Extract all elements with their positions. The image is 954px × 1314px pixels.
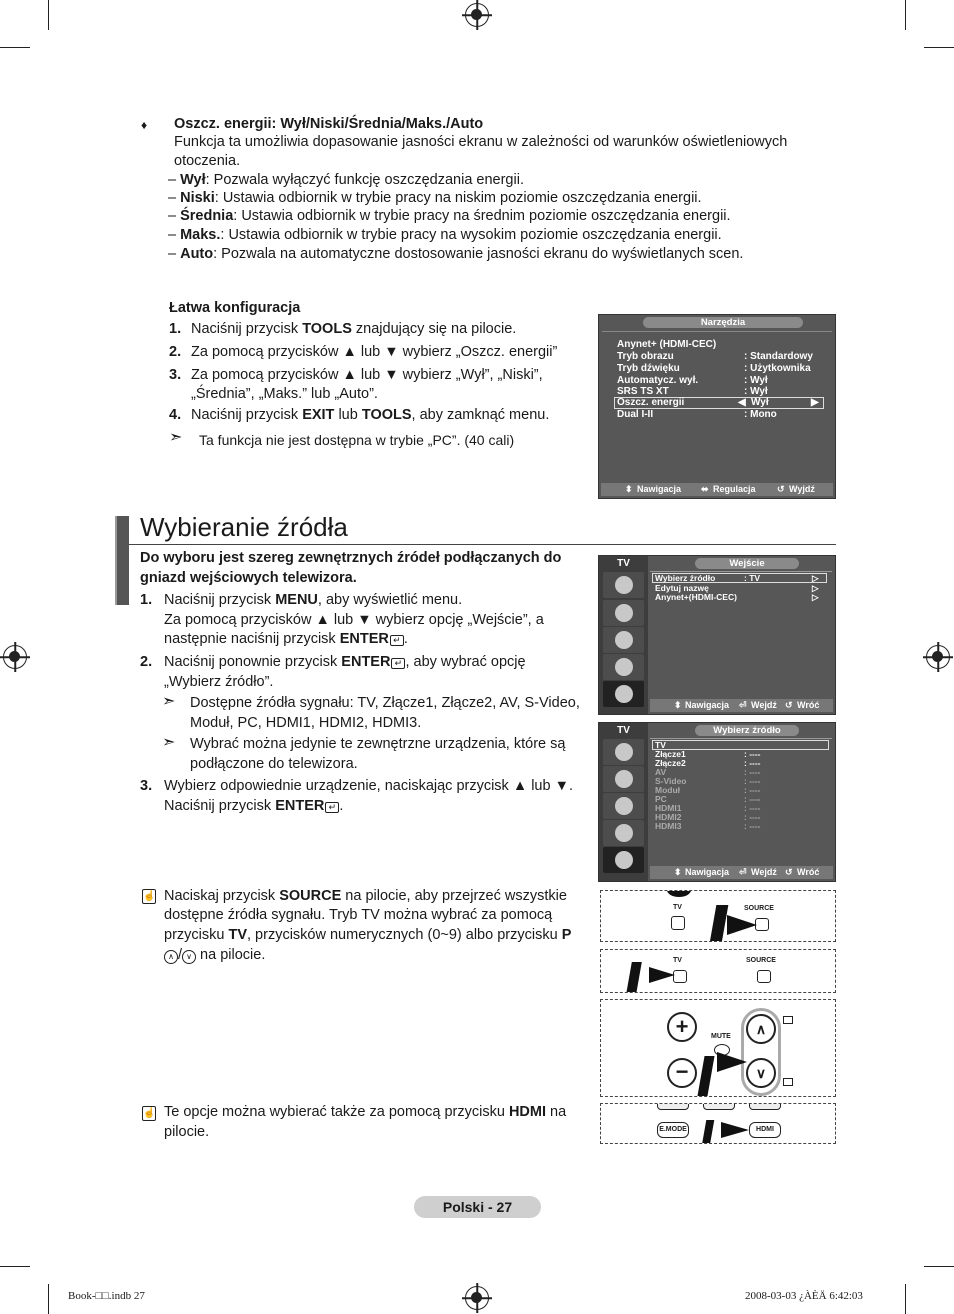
crop-mark: [0, 47, 30, 48]
tv-button[interactable]: [673, 970, 687, 983]
note-arrow-icon: ➣: [162, 693, 176, 710]
step-text: Naciśnij przycisk MENU, aby wyświetlić menu.: [164, 592, 463, 608]
tools-row-label: Anynet+ (HDMI-CEC): [617, 339, 717, 350]
remote-note-icon: ☝: [143, 891, 156, 902]
remote-tv-label: TV: [673, 904, 682, 911]
input-row-arrow-icon: ▷: [812, 573, 819, 583]
channel-up-button[interactable]: ∧: [746, 1014, 776, 1044]
return-icon: ↺: [777, 484, 785, 494]
step-text: Naciśnij przycisk ENTER ↵ .: [164, 798, 344, 814]
section-intro: gniazd wejściowych telewizora.: [140, 570, 357, 586]
note-text: Wybrać można jedynie te zewnętrzne urządzenia, które są: [190, 736, 566, 752]
input-menu-screen: [598, 555, 836, 715]
easy-step: „Średnia”, „Maks.” lub „Auto”.: [191, 386, 378, 402]
footer-adjust-label: Regulacja: [713, 484, 756, 494]
step-text: następnie naciśnij przycisk ENTER ↵ .: [164, 631, 408, 647]
step-text: Za pomocą przycisków ▲ lub ▼ wybierz opcję „Wejście”, a: [164, 612, 544, 628]
registration-mark-icon: [926, 645, 950, 669]
updown-icon: ⬍: [674, 700, 682, 710]
hdmi-note: Te opcje można wybierać także za pomocą przycisku HDMI na: [164, 1104, 567, 1120]
tools-row-value: : Mono: [744, 409, 777, 420]
menu-sidebar: [599, 723, 648, 881]
tools-row-value: : Użytkownika: [744, 363, 811, 374]
step-text: Wybierz odpowiednie urządzenie, naciskając przycisk ▲ lub ▼.: [164, 778, 573, 794]
hdmi-note: pilocie.: [164, 1124, 210, 1140]
input-row-arrow-icon: ▷: [812, 583, 819, 593]
footer-enter-label: Wejdź: [751, 867, 777, 877]
sound-icon: [603, 766, 644, 792]
step-text: „Wybierz źródło”.: [164, 674, 274, 690]
input-row-label: Edytuj nazwę: [655, 583, 709, 593]
easy-step: 4.: [169, 407, 182, 423]
tools-row-value: : Wył: [744, 375, 768, 386]
tools-row-label: Automatycz. wył.: [617, 375, 699, 386]
source-row-value: : ----: [744, 821, 761, 831]
tools-row-label: SRS TS XT: [617, 386, 669, 397]
footer-back-label: Wróć: [797, 867, 820, 877]
picture-icon: [603, 572, 644, 598]
tools-menu-title: Narzędzia: [643, 317, 803, 328]
remote-illustration-hdmi: [600, 1103, 836, 1144]
finger-icon: [721, 1122, 749, 1138]
footer-enter-label: Wejdź: [751, 700, 777, 710]
input-icon: [603, 681, 644, 707]
return-icon: ↺: [785, 867, 793, 877]
channel-icon: [603, 627, 644, 653]
crop-mark: [48, 1284, 49, 1314]
source-row-label: Moduł: [655, 785, 681, 795]
section-rule: [129, 544, 836, 545]
remote-mute-label: MUTE: [711, 1033, 731, 1040]
finger-icon: [727, 915, 757, 935]
section-intro: Do wyboru jest szereg zewnętrznych źródeł podłączanych do: [140, 550, 562, 566]
source-row-value: : ----: [744, 785, 761, 795]
sidebar-tv-label: TV: [617, 725, 630, 736]
note-text: Moduł, PC, HDMI1, HDMI2, HDMI3.: [190, 715, 422, 731]
source-menu-title: Wybierz źródło: [695, 725, 799, 736]
source-note: przycisku TV, przycisków numerycznych (0~9) albo przycisku P: [164, 927, 572, 943]
footer-back-label: Wróć: [797, 700, 820, 710]
energy-item: – Maks.: Ustawia odbiornik w trybie pracy na wysokim poziomie oszczędzania energii.: [168, 227, 722, 243]
input-row-arrow-icon: ▷: [812, 592, 819, 602]
note-arrow-icon: ➣: [169, 429, 183, 446]
setup-icon: [603, 654, 644, 680]
energy-item: – Niski: Ustawia odbiornik w trybie pracy na niskim poziomie oszczędzania energii.: [168, 190, 702, 206]
energy-heading: Oszcz. energii: Wył/Niski/Średnia/Maks./Auto: [174, 116, 484, 132]
setup-icon: [603, 820, 644, 846]
print-file-info: Book-□□.indb 27: [68, 1290, 145, 1302]
note-arrow-icon: ➣: [162, 734, 176, 751]
source-note: dostępne źródła sygnału. Tryb TV można wybrać za pomocą: [164, 907, 553, 923]
step-text: Naciśnij ponownie przycisk ENTER ↵ , aby wybrać opcję: [164, 654, 526, 670]
energy-item: – Średnia: Ustawia odbiornik w trybie pracy na średnim poziomie oszczędzania energii.: [168, 208, 731, 224]
crop-mark: [0, 1266, 30, 1267]
tools-row-label: Tryb dźwięku: [617, 363, 680, 374]
source-row-label: AV: [655, 767, 667, 777]
remote-illustration-source: [600, 890, 836, 942]
page-number-badge: Polski - 27: [414, 1196, 541, 1218]
return-icon: ↺: [785, 700, 793, 710]
note-text: Dostępne źródła sygnału: TV, Złącze1, Złącze2, AV, S-Video,: [190, 695, 580, 711]
registration-mark-icon: [465, 3, 489, 27]
channel-icon: [603, 793, 644, 819]
updown-icon: ⬍: [625, 484, 633, 494]
tools-row-value: : Standardowy: [744, 351, 813, 362]
source-button[interactable]: [755, 918, 769, 931]
source-row-value: : ----: [744, 776, 761, 786]
easy-step: Naciśnij przycisk TOOLS znajdujący się na pilocie.: [191, 321, 517, 337]
input-menu-title: Wejście: [695, 558, 799, 569]
hdmi-button[interactable]: HDMI: [749, 1122, 781, 1138]
sound-icon: [603, 600, 644, 626]
crop-mark: [48, 0, 49, 30]
leftright-icon: ⬌: [701, 484, 709, 494]
finger-icon: [626, 962, 642, 993]
finger-icon: [710, 905, 729, 942]
source-row-label: PC: [655, 794, 667, 804]
easy-heading: Łatwa konfiguracja: [169, 300, 301, 316]
small-button-icon: [783, 1016, 793, 1024]
enter-icon: ↵: [325, 802, 339, 813]
updown-icon: ⬍: [674, 867, 682, 877]
section-bar: [117, 516, 129, 605]
source-row-value: : ----: [744, 794, 761, 804]
source-row-value: : ----: [744, 803, 761, 813]
input-icon: [603, 847, 644, 873]
volume-down-button[interactable]: −: [667, 1058, 697, 1088]
finger-icon: [697, 1056, 714, 1096]
emode-button[interactable]: E.MODE: [657, 1122, 689, 1138]
tools-menu-screen: [598, 314, 836, 499]
source-row-label: S-Video: [655, 776, 687, 786]
energy-desc: otoczenia.: [174, 153, 241, 169]
finger-icon: [717, 1052, 747, 1072]
source-row-value: : ----: [744, 758, 761, 768]
remote-note-icon: ☝: [143, 1108, 156, 1119]
source-menu-footer: [650, 866, 833, 879]
crop-mark: [924, 47, 954, 48]
input-row-value: : TV: [744, 573, 761, 583]
easy-step: Naciśnij przycisk EXIT lub TOOLS, aby zamknąć menu.: [191, 407, 550, 423]
p-up-icon: ∧: [164, 950, 178, 964]
tools-row-label: Dual I-II: [617, 409, 654, 420]
registration-mark-icon: [465, 1286, 489, 1310]
channel-down-button[interactable]: ∨: [746, 1058, 776, 1088]
crop-mark: [905, 1284, 906, 1314]
right-arrow-icon: ▶: [811, 397, 819, 408]
footer-exit-label: Wyjdź: [789, 484, 815, 494]
finger-icon: [649, 967, 675, 983]
input-row-label: Wybierz źródło: [655, 573, 716, 583]
easy-step: 3.: [169, 367, 182, 383]
step-number: 3.: [140, 778, 153, 794]
tools-row-value: Wył: [751, 397, 769, 408]
remote-illustration-tv: [600, 949, 836, 993]
tv-button[interactable]: [671, 916, 685, 930]
tools-row-label: Tryb obrazu: [617, 351, 674, 362]
enter-icon: ⏎: [739, 867, 747, 877]
sidebar-tv-label: TV: [617, 558, 630, 569]
volume-up-button[interactable]: +: [667, 1012, 697, 1042]
crop-mark: [905, 0, 906, 30]
step-number: 1.: [140, 592, 153, 608]
energy-item: – Auto: Pozwala na automatyczne dostosowanie jasności ekranu do wyświetlanych scen.: [168, 246, 744, 262]
left-arrow-icon: ◀: [738, 397, 746, 408]
finger-icon: [702, 1120, 715, 1144]
easy-step: 2.: [169, 344, 182, 360]
p-down-icon: ∨: [182, 950, 196, 964]
source-menu-screen: [598, 722, 836, 882]
source-row-label: Złącze1: [655, 749, 686, 759]
footer-nav-label: Nawigacja: [637, 484, 682, 494]
remote-source-label: SOURCE: [746, 957, 776, 964]
remote-tv-label: TV: [673, 957, 682, 964]
source-row-value: : ----: [744, 812, 761, 822]
footer-nav-label: Nawigacja: [685, 700, 730, 710]
enter-icon: ↵: [390, 635, 404, 646]
tools-row-selected[interactable]: [614, 397, 824, 409]
source-row-value: : ----: [744, 749, 761, 759]
print-date-info: 2008-03-03 ¿ÀÈÄ 6:42:03: [745, 1290, 863, 1302]
footer-nav-label: Nawigacja: [685, 867, 730, 877]
tools-menu-footer: [601, 483, 833, 496]
energy-desc: Funkcja ta umożliwia dopasowanie jasności ekranu w zależności od warunków oświetleniowych: [174, 134, 788, 150]
source-row-label: Złącze2: [655, 758, 686, 768]
remote-illustration-channel: [600, 999, 836, 1097]
note-text: podłączone do telewizora.: [190, 756, 358, 772]
menu-sidebar: [599, 556, 648, 714]
source-note: ∧ / ∨ na pilocie.: [164, 946, 265, 965]
crop-mark: [924, 1266, 954, 1267]
enter-icon: ⏎: [739, 700, 747, 710]
diamond-bullet-icon: ♦: [141, 118, 148, 132]
registration-mark-icon: [3, 645, 27, 669]
input-row-label: Anynet+(HDMI-CEC): [655, 592, 737, 602]
source-row-label: TV: [655, 740, 666, 750]
step-number: 2.: [140, 654, 153, 670]
easy-step: 1.: [169, 321, 182, 337]
enter-icon: ↵: [391, 658, 405, 669]
source-note: Naciskaj przycisk SOURCE na pilocie, aby przejrzeć wszystkie: [164, 888, 567, 904]
tools-row-value: : Wył: [744, 386, 768, 397]
input-menu-footer: [650, 699, 833, 712]
tools-row-label: Oszcz. energii: [617, 397, 685, 408]
source-row-label: HDMI3: [655, 821, 682, 831]
picture-icon: [603, 739, 644, 765]
easy-step: Za pomocą przycisków ▲ lub ▼ wybierz „Oszcz. energii”: [191, 344, 558, 360]
energy-item: – Wył: Pozwala wyłączyć funkcję oszczędzania energii.: [168, 172, 524, 188]
source-button[interactable]: [757, 970, 771, 983]
source-row-label: HDMI2: [655, 812, 682, 822]
source-row-label: HDMI1: [655, 803, 682, 813]
easy-note: Ta funkcja nie jest dostępna w trybie „PC”. (40 cali): [199, 432, 515, 448]
section-title: Wybieranie źródła: [140, 512, 348, 542]
small-button-icon: [783, 1078, 793, 1086]
easy-step: Za pomocą przycisków ▲ lub ▼ wybierz „Wył”, „Niski”,: [191, 367, 543, 383]
source-row-value: : ----: [744, 767, 761, 777]
remote-source-label: SOURCE: [744, 905, 774, 912]
